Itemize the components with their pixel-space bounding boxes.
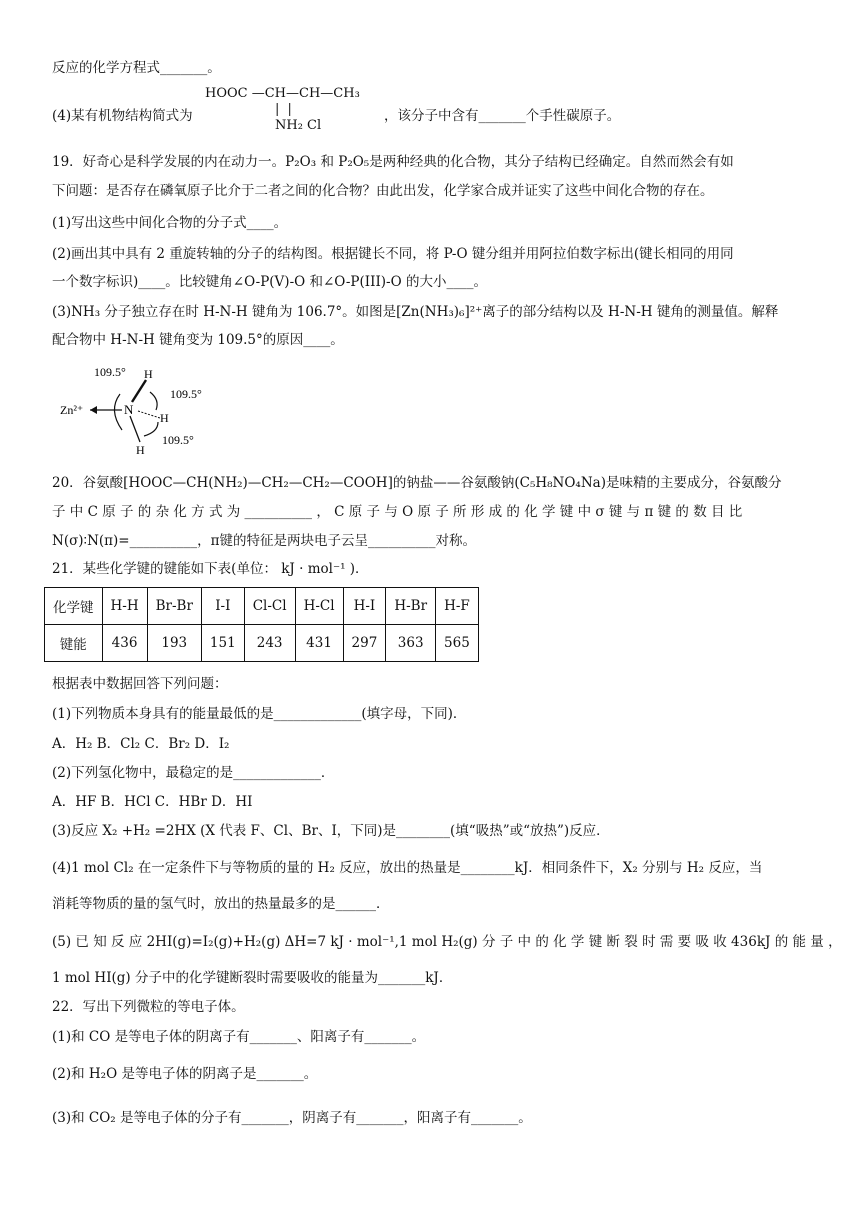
question-19-line1: 19．好奇心是科学发展的内在动力一。P₂O₃ 和 P₂O₅是两种经典的化合物，其分子结构已经确定。自然而然会有如 (52, 154, 734, 170)
table-cell-bond: Cl-Cl (244, 588, 295, 625)
table-row (45, 625, 479, 662)
angle-label-3: 109.5° (162, 433, 194, 447)
table-cell-bond: H-H (102, 588, 147, 625)
question-21-sub1-options: A．H₂ B．Cl₂ C．Br₂ D．I₂ (52, 736, 230, 752)
question-20-line1: 20．谷氨酸[HOOC—CH(NH₂)—CH₂—CH₂—COOH]的钠盐——谷氨酸钠(C₅H₈NO₄Na)是味精的主要成分，谷氨酸分 (52, 475, 782, 491)
question-20-line2: 子 中 C 原 子 的 杂 化 方 式 为 __________ ， C 原 子 与 O 原 子 所 形 成 的 化 学 键 中 σ 键 与 π 键 的 数 目 比 (52, 504, 743, 520)
question-22-title: 22．写出下列微粒的等电子体。 (52, 999, 245, 1015)
question-21-sub1: (1)下列物质本身具有的能量最低的是_____________(填字母，下同)． (52, 706, 467, 722)
table-cell-bond: H-Cl (295, 588, 343, 625)
question-19-sub2: (2)画出其中具有 2 重旋转轴的分子的结构图。根据键长不同，将 P-O 键分组并用阿拉伯数字标出(键长相同的用同 (52, 246, 734, 262)
table-cell-bond: Br-Br (147, 588, 201, 625)
question-21-sub4-cont: 消耗等物质的量的氢气时，放出的热量最多的是______． (52, 896, 390, 912)
hydrogen-right-label: H (160, 411, 169, 425)
table-cell-energy: 363 (386, 625, 436, 662)
zn-nh3-bond-angle-figure (60, 360, 240, 460)
text-line: 反应的化学方程式_______。 (52, 60, 221, 76)
question-19-sub3-cont: 配合物中 H-N-H 键角变为 109.5°的原因____。 (52, 332, 344, 348)
zn-nh3-diagram (60, 360, 240, 460)
table-cell-energy: 243 (244, 625, 295, 662)
hydrogen-top-label: H (144, 367, 153, 381)
angle-label-2: 109.5° (170, 387, 202, 401)
question-21-intro: 根据表中数据回答下列问题： (52, 676, 228, 692)
question-19-line2: 下问题：是否存在磷氧原子比介于二者之间的化合物？由此出发，化学家合成并证实了这些中间化合物的存在。 (52, 183, 714, 199)
question-21-sub5: (5) 已 知 反 应 2HI(g)=I₂(g)+H₂(g) ΔH=7 kJ · mol⁻¹,1 mol H₂(g) 分 子 中 的 化 学 键 断 裂 时 需 要 吸 收 436kJ 的 能 量 ， (52, 934, 842, 950)
question-21-sub2-options: A．HF B．HCl C．HBr D．HI (52, 794, 253, 810)
table-row (45, 588, 479, 625)
table-cell-bond: I-I (201, 588, 244, 625)
question-21-sub5-cont: 1 mol HI(g) 分子中的化学键断裂时需要吸收的能量为_______kJ． (52, 970, 453, 986)
table-cell-energy: 431 (295, 625, 343, 662)
structural-formula-bonds: | | (275, 102, 294, 117)
angle-label-1: 109.5° (94, 365, 126, 379)
zn-ion-label: Zn²⁺ (60, 403, 84, 417)
question-20-line3: N(σ)∶N(π)=__________，π键的特征是两块电子云呈__________对称。 (52, 533, 476, 549)
table-row-label: 键能 (45, 625, 103, 662)
structural-formula-substituents: NH₂ Cl (275, 118, 322, 133)
question-18-4-part1: (4)某有机物结构简式为 (52, 108, 193, 124)
question-21-sub4: (4)1 mol Cl₂ 在一定条件下与等物质的量的 H₂ 反应，放出的热量是________kJ．相同条件下，X₂ 分别与 H₂ 反应，当 (52, 860, 763, 876)
bond-energy-table (44, 587, 479, 662)
table-cell-bond: H-I (343, 588, 386, 625)
question-19-sub2-cont: 一个数字标识)____。比较键角∠O-P(V)-O 和∠O-P(III)-O 的大小____。 (52, 274, 487, 290)
question-21-sub2: (2)下列氢化物中，最稳定的是_____________． (52, 765, 335, 781)
table-cell-energy: 193 (147, 625, 201, 662)
table-cell-energy: 436 (102, 625, 147, 662)
table-cell-energy: 151 (201, 625, 244, 662)
question-19-sub1: (1)写出这些中间化合物的分子式____。 (52, 215, 288, 231)
question-21-sub3: (3)反应 X₂ +H₂ =2HX (X 代表 F、Cl、Br、I，下同)是________(填“吸热”或“放热”)反应． (52, 823, 610, 839)
question-22-sub2: (2)和 H₂O 是等电子体的阴离子是_______。 (52, 1066, 318, 1082)
table-cell-bond: H-Br (386, 588, 436, 625)
table-header-label: 化学键 (45, 588, 103, 625)
structural-formula-main: HOOC —CH—CH—CH₃ (205, 86, 360, 101)
table-cell-bond: H-F (436, 588, 479, 625)
structural-formula (205, 86, 395, 142)
question-22-sub1: (1)和 CO 是等电子体的阴离子有_______、阳离子有_______。 (52, 1029, 426, 1045)
table-cell-energy: 297 (343, 625, 386, 662)
hydrogen-bottom-label: H (136, 443, 145, 457)
nitrogen-label: N (124, 402, 134, 417)
question-21-title: 21．某些化学键的键能如下表(单位： kJ · mol⁻¹ )． (52, 561, 369, 577)
question-18-4-part2: ，该分子中含有_______个手性碳原子。 (384, 108, 621, 124)
table-cell-energy: 565 (436, 625, 479, 662)
question-22-sub3: (3)和 CO₂ 是等电子体的分子有_______，阴离子有_______，阳离子有_______。 (52, 1110, 532, 1126)
question-19-sub3: (3)NH₃ 分子独立存在时 H-N-H 键角为 106.7°。如图是[Zn(NH₃)₆]²⁺离子的部分结构以及 H-N-H 键角的测量值。解释 (52, 304, 779, 320)
